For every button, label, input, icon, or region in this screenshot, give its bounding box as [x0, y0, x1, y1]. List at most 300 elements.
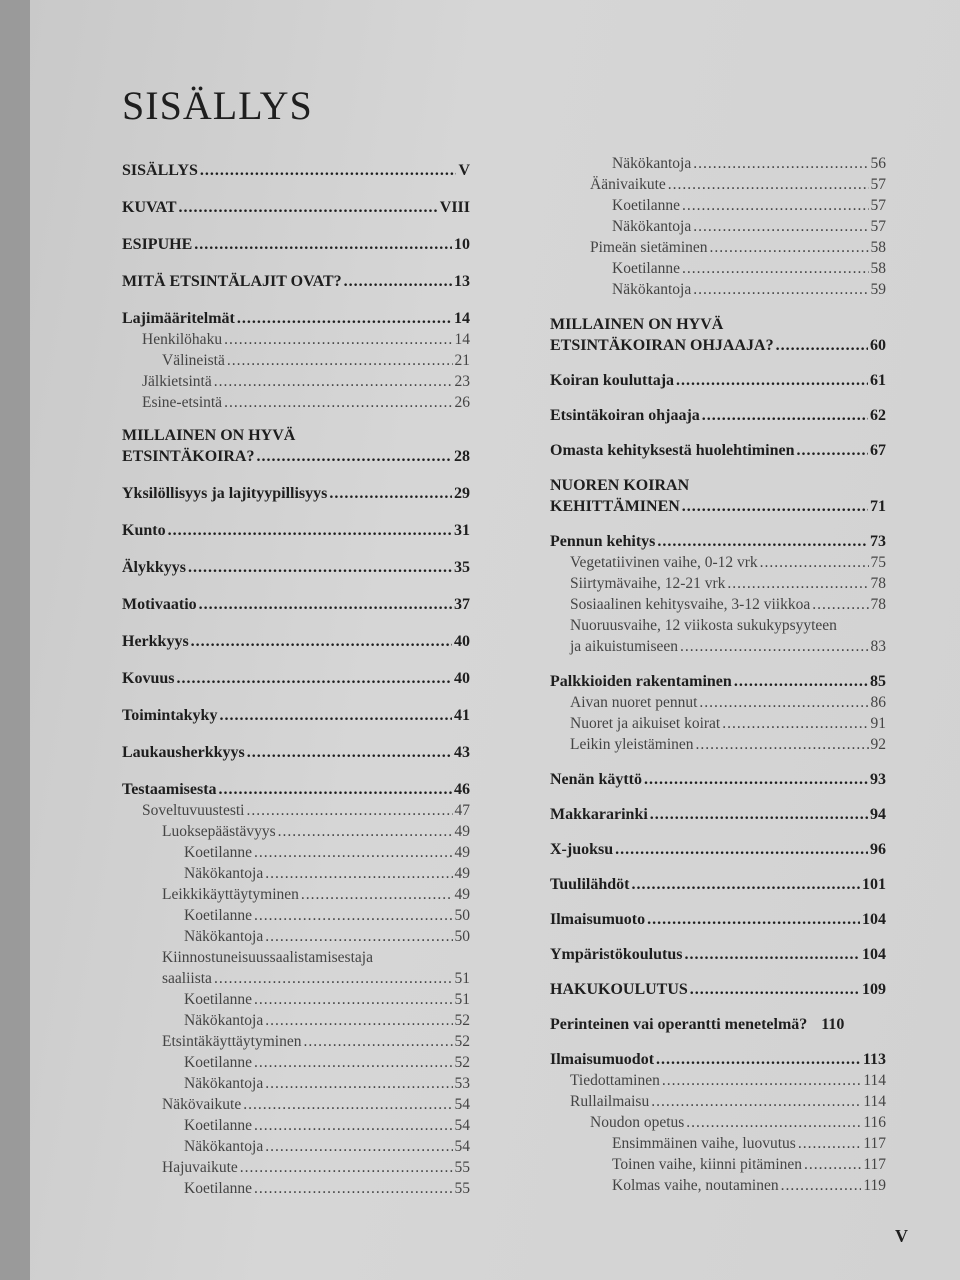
leader-dots	[214, 968, 453, 989]
toc-entry-label: HAKUKOULUTUS	[550, 981, 688, 998]
toc-entry-label: Kovuus	[122, 670, 175, 687]
toc-entry-label: Toimintakyky	[122, 707, 218, 724]
leader-dots	[199, 594, 452, 615]
toc-entry-label: SISÄLLYS	[122, 162, 198, 179]
leader-dots	[651, 1091, 861, 1112]
toc-entry-line2	[550, 335, 886, 356]
toc-entry-label: Etsintäkäyttäytyminen	[162, 1033, 302, 1050]
leader-dots	[179, 197, 438, 218]
toc-entry-page: 49	[454, 886, 470, 903]
toc-entry-page: 75	[870, 554, 886, 571]
leader-dots	[710, 237, 869, 258]
toc-entry-page: 49	[454, 844, 470, 861]
toc-entry	[122, 631, 470, 652]
leader-dots	[168, 520, 452, 541]
leader-dots	[237, 308, 452, 329]
toc-entry-label: Etsintäkoiran ohjaaja	[550, 407, 700, 424]
leader-dots	[246, 800, 452, 821]
toc-entry-page: 31	[454, 522, 470, 539]
toc-entry	[550, 979, 886, 1000]
toc-entry-label: Kolmas vaihe, noutaminen	[612, 1177, 779, 1194]
leader-dots	[690, 979, 860, 1000]
leader-dots	[256, 446, 452, 467]
toc-entry-label: Koetilanne	[612, 260, 681, 277]
toc-entry-label: Luoksepäästävyys	[162, 823, 276, 840]
toc-entry-label: Kunto	[122, 522, 166, 539]
toc-entry-page: VIII	[439, 199, 470, 216]
toc-entry	[122, 520, 470, 541]
toc-entry-page: 110	[821, 1016, 845, 1033]
toc-entry-page: 55	[454, 1159, 470, 1176]
toc-entry-label: Välineistä	[162, 352, 225, 369]
toc-entry-page: 61	[870, 372, 886, 389]
toc-entry-label: Herkkyys	[122, 633, 189, 650]
toc-entry-page: 59	[870, 281, 886, 298]
toc-entry-label: Koetilanne	[184, 1117, 253, 1134]
toc-entry-page: 116	[863, 1114, 886, 1131]
toc-entry	[550, 839, 886, 860]
toc-entry-page: 86	[870, 694, 886, 711]
toc-entry-line2	[570, 636, 886, 657]
toc-entry	[550, 1049, 886, 1070]
toc-entry-page: 54	[454, 1117, 470, 1134]
toc-entry-label: Ilmaisumuodot	[550, 1051, 655, 1068]
toc-entry-page: 35	[454, 559, 470, 576]
toc-entry	[550, 405, 886, 426]
toc-entry-page: 56	[870, 155, 886, 172]
leader-dots	[191, 631, 452, 652]
toc-entry	[550, 1175, 886, 1196]
toc-entry-label: Ensimmäinen vaihe, luovutus	[612, 1135, 796, 1152]
leader-dots	[254, 1178, 452, 1199]
toc-entry-label: X-juoksu	[550, 841, 614, 858]
toc-entry	[550, 237, 886, 258]
toc-entry-label: Tiedottaminen	[570, 1072, 660, 1089]
toc-entry-page: 104	[862, 946, 886, 963]
toc-entry-label: Lajimääritelmät	[122, 310, 235, 327]
toc-entry-label: MILLAINEN ON HYVÄ	[122, 427, 296, 444]
toc-entry-page: 43	[454, 744, 470, 761]
toc-entry-label: Näkökantoja	[184, 928, 264, 945]
toc-entry	[122, 742, 470, 763]
leader-dots	[668, 174, 869, 195]
toc-entry-label-cont: ETSINTÄKOIRA?	[122, 448, 255, 465]
toc-entry	[550, 944, 886, 965]
toc-entry	[550, 615, 886, 657]
toc-entry-page: 49	[454, 823, 470, 840]
toc-entry-label: Nuoret ja aikuiset koirat	[570, 715, 721, 732]
leader-dots	[301, 884, 453, 905]
toc-entry-label: KUVAT	[122, 199, 177, 216]
toc-entry-page: 40	[454, 633, 470, 650]
toc-entry	[550, 769, 886, 790]
leader-dots	[676, 370, 868, 391]
leader-dots	[254, 905, 452, 926]
toc-entry-label-cont: KEHITTÄMINEN	[550, 498, 680, 515]
leader-dots	[227, 350, 453, 371]
leader-dots	[278, 821, 453, 842]
toc-entry-label: Näkökantoja	[612, 155, 692, 172]
leader-dots	[702, 405, 868, 426]
leader-dots	[254, 1052, 452, 1073]
toc-entry-page: 71	[870, 498, 886, 515]
toc-entry	[550, 370, 886, 391]
toc-entry-label: Näkövaikute	[162, 1096, 242, 1113]
toc-entry-label: Koetilanne	[184, 991, 253, 1008]
leader-dots	[682, 258, 868, 279]
toc-entry-page: 113	[862, 1051, 886, 1068]
toc-entry	[550, 1112, 886, 1133]
toc-entry	[550, 552, 886, 573]
toc-entry	[550, 713, 886, 734]
toc-entry-page: 54	[454, 1138, 470, 1155]
toc-entry-label: Makkararinki	[550, 806, 648, 823]
toc-entry	[550, 279, 886, 300]
toc-entry-page: 94	[870, 806, 886, 823]
toc-entry-page: 21	[454, 352, 470, 369]
toc-entry-page: 117	[863, 1156, 886, 1173]
leader-dots	[303, 1031, 452, 1052]
toc-entry-label: Näkökantoja	[612, 218, 692, 235]
toc-entry-label: Pimeän sietäminen	[590, 239, 708, 256]
toc-entry	[550, 174, 886, 195]
toc-entry	[122, 779, 470, 800]
toc-entry	[122, 1031, 470, 1052]
toc-entry	[122, 1115, 470, 1136]
leader-dots	[247, 742, 452, 763]
toc-entry	[122, 160, 470, 181]
toc-entry	[122, 425, 470, 467]
toc-entry-page: 47	[454, 802, 470, 819]
toc-entry-label: Hajuvaikute	[162, 1159, 238, 1176]
toc-entry-label: Näkökantoja	[184, 1138, 264, 1155]
toc-entry-label: Koetilanne	[184, 1054, 253, 1071]
toc-entry-page: 104	[862, 911, 886, 928]
toc-entry	[122, 842, 470, 863]
leader-dots	[200, 160, 457, 181]
toc-entry-line2	[122, 446, 470, 467]
toc-entry	[122, 800, 470, 821]
toc-entry	[550, 1014, 886, 1035]
leader-dots	[344, 271, 452, 292]
toc-entry-line2	[162, 968, 470, 989]
leader-dots	[176, 668, 452, 689]
toc-entry-label: Näkökantoja	[184, 1075, 264, 1092]
toc-entry-page: 119	[863, 1177, 886, 1194]
toc-entry	[550, 216, 886, 237]
toc-entry	[122, 197, 470, 218]
toc-entry	[550, 314, 886, 356]
toc-entry-page: 50	[454, 928, 470, 945]
leader-dots	[254, 989, 452, 1010]
toc-entry-label: Nenän käyttö	[550, 771, 643, 788]
toc-entry-page: 52	[454, 1033, 470, 1050]
toc-entry-page: 78	[870, 596, 886, 613]
toc-entry	[550, 258, 886, 279]
toc-entry-label: Tuulilähdöt	[550, 876, 630, 893]
page-title: SISÄLLYS	[122, 83, 313, 128]
toc-entry	[122, 483, 470, 504]
leader-dots	[214, 371, 453, 392]
toc-entry-label: Toinen vaihe, kiinni pitäminen	[612, 1156, 803, 1173]
toc-entry	[122, 989, 470, 1010]
toc-entry-page: 14	[454, 331, 470, 348]
toc-entry-page: V	[458, 162, 470, 179]
toc-entry	[550, 475, 886, 517]
toc-entry	[122, 1094, 470, 1115]
toc-right-column	[550, 153, 886, 1196]
toc-entry-page: 62	[870, 407, 886, 424]
leader-dots	[243, 1094, 452, 1115]
toc-entry-page: 52	[454, 1054, 470, 1071]
toc-entry-label: Henkilöhaku	[142, 331, 223, 348]
leader-dots	[812, 594, 868, 615]
toc-entry-page: 53	[454, 1075, 470, 1092]
toc-entry-label: Omasta kehityksestä huolehtiminen	[550, 442, 795, 459]
toc-entry-label: Näkökantoja	[184, 1012, 264, 1029]
toc-entry-label: Näkökantoja	[612, 281, 692, 298]
toc-entry-page: 60	[870, 337, 886, 354]
toc-entry-label: Ympäristökoulutus	[550, 946, 683, 963]
toc-entry-page: 85	[870, 673, 886, 690]
leader-dots	[647, 909, 860, 930]
toc-entry	[550, 531, 886, 552]
toc-entry-label: Vegetatiivinen vaihe, 0-12 vrk	[570, 554, 758, 571]
toc-left-column	[122, 160, 470, 1199]
leader-dots	[219, 705, 452, 726]
toc-entry-label: Motivaatio	[122, 596, 197, 613]
leader-dots	[804, 1154, 861, 1175]
toc-entry	[550, 573, 886, 594]
toc-entry	[122, 863, 470, 884]
toc-entry	[550, 594, 886, 615]
toc-entry-label: ESIPUHE	[122, 236, 193, 253]
toc-entry-page: 46	[454, 781, 470, 798]
toc-entry-page: 37	[454, 596, 470, 613]
leader-dots	[265, 1010, 452, 1031]
toc-entry	[550, 1133, 886, 1154]
toc-entry	[122, 1010, 470, 1031]
toc-entry-label-cont: ja aikuistumiseen	[570, 638, 679, 655]
leader-dots	[265, 1073, 452, 1094]
toc-entry	[550, 1070, 886, 1091]
toc-entry	[122, 271, 470, 292]
toc-entry-label: Yksilöllisyys ja lajityypillisyys	[122, 485, 328, 502]
toc-entry	[122, 557, 470, 578]
toc-entry-label: Siirtymävaihe, 12-21 vrk	[570, 575, 726, 592]
leader-dots	[693, 153, 868, 174]
toc-entry-label: Koetilanne	[184, 1180, 253, 1197]
toc-entry-label: Aivan nuoret pennut	[570, 694, 698, 711]
toc-entry	[122, 947, 470, 989]
toc-entry-label: MITÄ ETSINTÄLAJIT OVAT?	[122, 273, 342, 290]
toc-entry-page: 52	[454, 1012, 470, 1029]
toc-entry	[122, 234, 470, 255]
toc-entry-page: 50	[454, 907, 470, 924]
leader-dots	[219, 779, 452, 800]
leader-dots	[734, 671, 868, 692]
toc-entry-label: Noudon opetus	[590, 1114, 685, 1131]
toc-entry	[122, 1073, 470, 1094]
leader-dots	[656, 1049, 861, 1070]
leader-dots	[760, 552, 869, 573]
toc-entry-label: Älykkyys	[122, 559, 187, 576]
toc-entry-page: 73	[870, 533, 886, 550]
toc-entry-label: Leikin yleistäminen	[570, 736, 694, 753]
toc-entry-page: 14	[454, 310, 470, 327]
leader-dots	[686, 1112, 861, 1133]
toc-entry	[550, 440, 886, 461]
leader-dots	[329, 483, 452, 504]
leader-dots	[224, 329, 452, 350]
toc-entry-page: 23	[454, 373, 470, 390]
toc-entry-page: 58	[870, 260, 886, 277]
toc-entry	[122, 884, 470, 905]
leader-dots	[194, 234, 452, 255]
toc-entry-page: 57	[870, 176, 886, 193]
toc-entry-label: Rullailmaisu	[570, 1093, 650, 1110]
toc-entry-label: Testaamisesta	[122, 781, 217, 798]
toc-entry-label-cont: ETSINTÄKOIRAN OHJAAJA?	[550, 337, 774, 354]
toc-entry	[122, 392, 470, 413]
toc-entry	[550, 874, 886, 895]
toc-entry-label: Pennun kehitys	[550, 533, 656, 550]
toc-entry-label: Näkökantoja	[184, 865, 264, 882]
toc-entry	[550, 804, 886, 825]
leader-dots	[682, 496, 868, 517]
toc-entry-page: 114	[863, 1093, 886, 1110]
toc-entry-label: Laukausherkkyys	[122, 744, 245, 761]
toc-entry	[550, 1154, 886, 1175]
toc-entry-page: 101	[862, 876, 886, 893]
book-page	[30, 0, 960, 1280]
toc-entry-label: Leikkikäyttäytyminen	[162, 886, 299, 903]
toc-entry-page: 28	[454, 448, 470, 465]
toc-entry	[550, 671, 886, 692]
toc-entry-page: 96	[870, 841, 886, 858]
leader-dots	[650, 804, 868, 825]
toc-entry-label: Koiran kouluttaja	[550, 372, 675, 389]
toc-entry-label: MILLAINEN ON HYVÄ	[550, 316, 724, 333]
toc-entry-page: 78	[870, 575, 886, 592]
toc-entry-label: Sosiaalinen kehitysvaihe, 3-12 viikkoa	[570, 596, 811, 613]
leader-dots	[781, 1175, 862, 1196]
toc-entry-page: 26	[454, 394, 470, 411]
toc-entry-page: 29	[454, 485, 470, 502]
toc-entry-page: 93	[870, 771, 886, 788]
leader-dots	[265, 1136, 452, 1157]
toc-entry-page: 40	[454, 670, 470, 687]
toc-entry-label: Koetilanne	[184, 907, 253, 924]
toc-entry-label: Ilmaisumuoto	[550, 911, 646, 928]
toc-entry-page: 57	[870, 197, 886, 214]
leader-dots	[631, 874, 860, 895]
toc-entry	[122, 308, 470, 329]
leader-dots	[682, 195, 868, 216]
toc-entry	[550, 909, 886, 930]
toc-entry	[122, 350, 470, 371]
leader-dots	[662, 1070, 861, 1091]
toc-entry-page: 67	[870, 442, 886, 459]
leader-dots	[615, 839, 868, 860]
leader-dots	[254, 1115, 452, 1136]
toc-entry-page: 51	[454, 970, 470, 987]
toc-entry-label: Esine-etsintä	[142, 394, 223, 411]
leader-dots	[188, 557, 452, 578]
toc-entry-page: 109	[862, 981, 886, 998]
toc-entry-label-cont: saaliista	[162, 970, 212, 987]
toc-entry	[122, 905, 470, 926]
toc-entry	[122, 1052, 470, 1073]
leader-dots	[254, 842, 452, 863]
page-number: V	[895, 1226, 908, 1246]
toc-entry-label: Soveltuvuustesti	[142, 802, 245, 819]
toc-entry	[550, 195, 886, 216]
toc-entry-page: 54	[454, 1096, 470, 1113]
leader-dots	[722, 713, 868, 734]
toc-entry-page: 51	[454, 991, 470, 1008]
toc-entry-label: Kiinnostuneisuussaalistamisestaja	[162, 949, 373, 966]
leader-dots	[693, 279, 868, 300]
toc-entry	[122, 1136, 470, 1157]
toc-entry-page: 114	[863, 1072, 886, 1089]
toc-entry-page: 58	[870, 239, 886, 256]
toc-entry	[550, 734, 886, 755]
toc-entry	[122, 1178, 470, 1199]
toc-entry	[550, 692, 886, 713]
leader-dots	[657, 531, 868, 552]
leader-dots	[224, 392, 452, 413]
leader-dots	[798, 1133, 861, 1154]
toc-entry-page: 55	[454, 1180, 470, 1197]
leader-dots	[680, 636, 868, 657]
toc-entry-page: 49	[454, 865, 470, 882]
toc-entry-label: Koetilanne	[184, 844, 253, 861]
toc-entry-page: 57	[870, 218, 886, 235]
leader-dots	[240, 1157, 453, 1178]
toc-entry	[550, 1091, 886, 1112]
toc-entry	[122, 668, 470, 689]
leader-dots	[776, 335, 868, 356]
leader-dots	[644, 769, 868, 790]
toc-entry-line2	[550, 496, 886, 517]
leader-dots	[265, 863, 452, 884]
leader-dots	[699, 692, 868, 713]
toc-entry	[122, 926, 470, 947]
toc-entry	[550, 153, 886, 174]
toc-entry-page: 41	[454, 707, 470, 724]
toc-entry-page: 92	[870, 736, 886, 753]
toc-entry	[122, 821, 470, 842]
toc-entry-label: Palkkioiden rakentaminen	[550, 673, 732, 690]
toc-entry-page: 83	[870, 638, 886, 655]
toc-entry-page: 10	[454, 236, 470, 253]
toc-entry-label: Koetilanne	[612, 197, 681, 214]
toc-entry-label: Nuoruusvaihe, 12 viikosta sukukypsyyteen	[570, 617, 837, 634]
toc-entry	[122, 1157, 470, 1178]
toc-entry-label: Perinteinen vai operantti menetelmä?	[550, 1016, 808, 1033]
toc-entry	[122, 371, 470, 392]
toc-entry	[122, 594, 470, 615]
leader-dots	[696, 734, 869, 755]
toc-entry-label: Äänivaikute	[590, 176, 666, 193]
leader-dots	[265, 926, 452, 947]
toc-entry-label: Jälkietsintä	[142, 373, 212, 390]
leader-dots	[727, 573, 868, 594]
leader-dots	[693, 216, 868, 237]
toc-entry-page: 117	[863, 1135, 886, 1152]
toc-entry	[122, 329, 470, 350]
